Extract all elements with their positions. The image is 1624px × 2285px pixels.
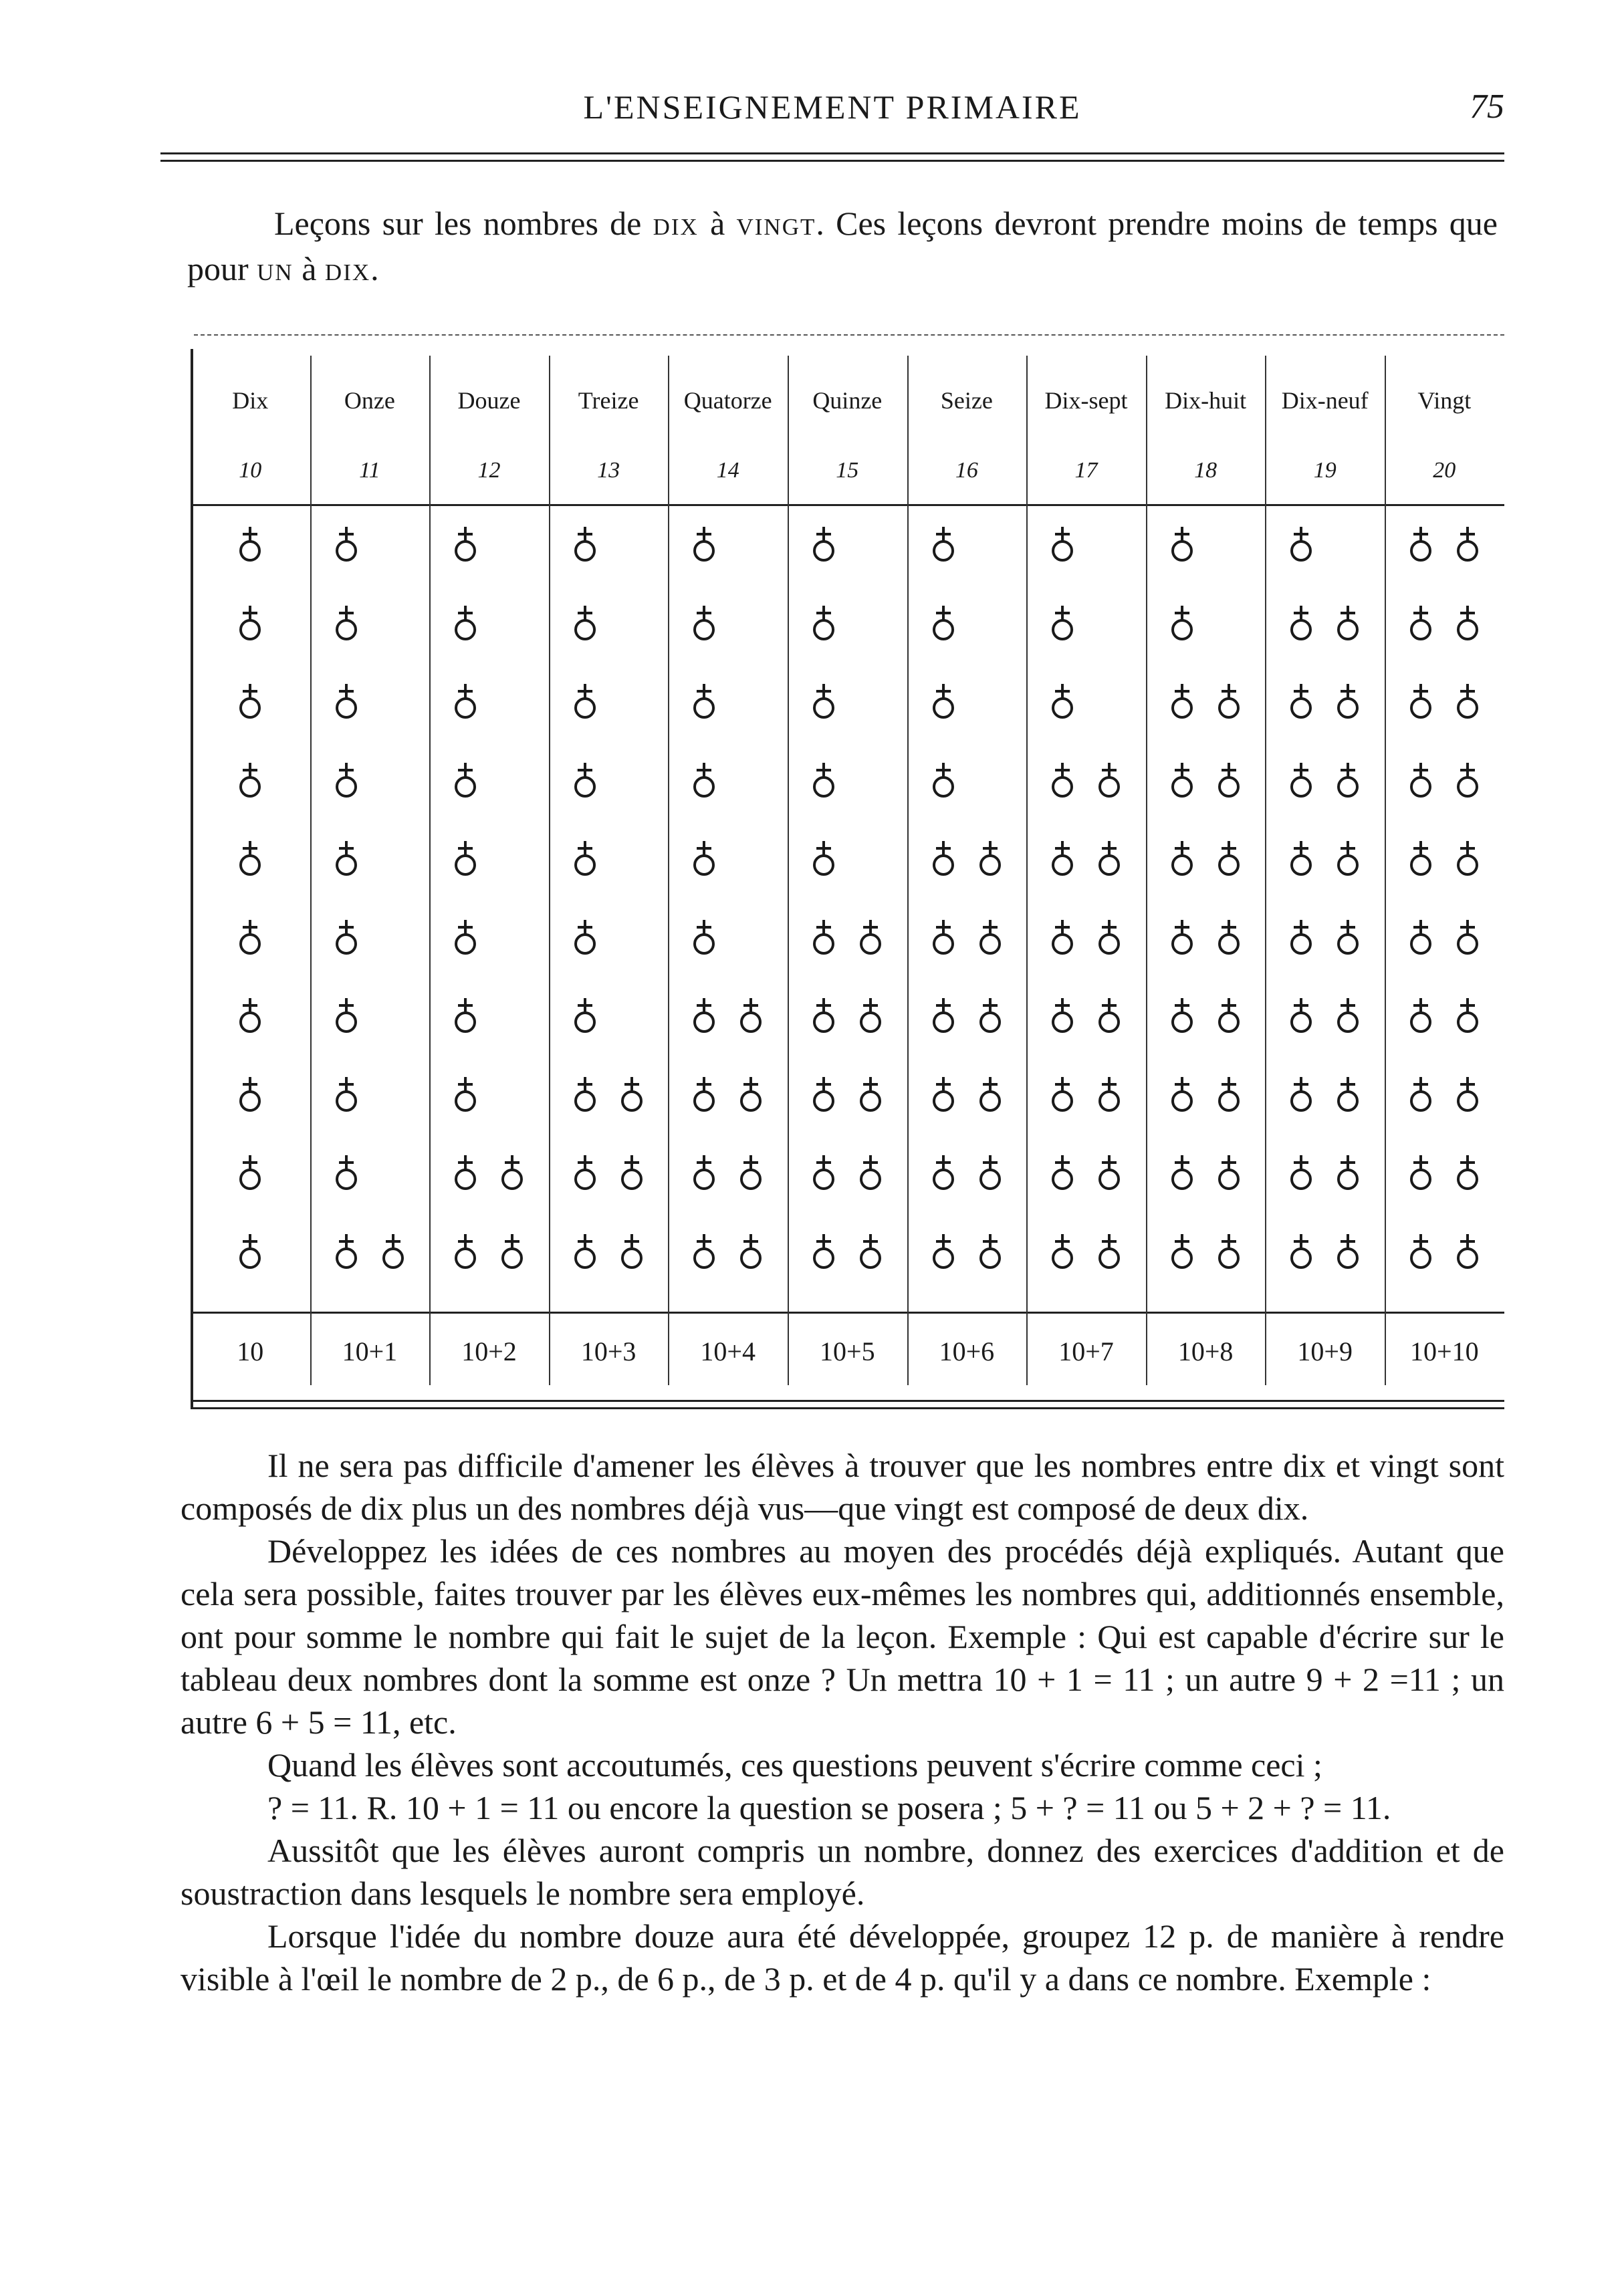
counting-token-icon: [687, 838, 721, 878]
counting-token-icon: [1330, 760, 1365, 800]
counting-token-icon: [1211, 838, 1246, 878]
counting-token-icon: [806, 760, 841, 800]
counting-token-icon: [1450, 1153, 1485, 1193]
counting-token-icon: [1092, 1074, 1127, 1114]
counting-token-icon: [973, 1074, 1008, 1114]
page-number: 75: [1470, 88, 1504, 126]
counting-token-icon: [1045, 1153, 1080, 1193]
intro-un: un: [257, 250, 294, 287]
counting-token-icon: [568, 917, 602, 957]
column-separator: [668, 356, 669, 1385]
column-name: Dix-neuf: [1281, 387, 1369, 414]
counting-token-icon: [806, 838, 841, 878]
counting-token-icon: [1403, 524, 1438, 564]
counting-token-icon: [1211, 760, 1246, 800]
counting-token-icon: [1165, 524, 1199, 564]
column-name: Seize: [940, 387, 993, 414]
counting-token-icon: [1330, 1231, 1365, 1272]
column-number: 14: [716, 458, 739, 483]
counting-token-icon: [568, 524, 602, 564]
counting-token-icon: [687, 524, 721, 564]
column-name: Quatorze: [683, 387, 772, 414]
counting-token-icon: [448, 838, 483, 878]
column-name: Douze: [457, 387, 521, 414]
counting-token-icon: [806, 1074, 841, 1114]
counting-token-icon: [329, 1074, 364, 1114]
counting-token-icon: [1092, 760, 1127, 800]
counting-token-icon: [233, 1231, 267, 1272]
column-name: Dix: [232, 387, 269, 414]
counting-token-icon: [806, 603, 841, 643]
counting-token-icon: [1403, 1153, 1438, 1193]
counting-token-icon: [448, 995, 483, 1036]
counting-token-icon: [1045, 1231, 1080, 1272]
counting-token-icon: [1165, 838, 1199, 878]
table-column-10: [191, 349, 310, 1409]
counting-token-icon: [1330, 681, 1365, 721]
counting-token-icon: [806, 1153, 841, 1193]
counting-token-icon: [1045, 1074, 1080, 1114]
counting-token-icon: [926, 838, 961, 878]
column-sum: 10: [237, 1336, 264, 1366]
counting-token-icon: [1284, 838, 1318, 878]
column-separator: [1146, 356, 1147, 1385]
counting-token-icon: [1092, 995, 1127, 1036]
column-number: 19: [1313, 458, 1337, 483]
counting-token-icon: [1403, 603, 1438, 643]
counting-token-icon: [1165, 1153, 1199, 1193]
counting-token-icon: [1330, 1153, 1365, 1193]
counting-token-icon: [853, 1074, 888, 1114]
counting-token-icon: [973, 1153, 1008, 1193]
counting-token-icon: [568, 838, 602, 878]
column-number: 16: [955, 458, 978, 483]
counting-token-icon: [687, 917, 721, 957]
counting-token-icon: [329, 681, 364, 721]
intro-text-1: Leçons sur les nombres de: [274, 205, 653, 242]
column-sum: 10+9: [1297, 1336, 1353, 1366]
counting-token-icon: [973, 995, 1008, 1036]
number-table: [191, 349, 1504, 1409]
counting-token-icon: [926, 524, 961, 564]
counting-token-icon: [1284, 1153, 1318, 1193]
counting-token-icon: [568, 995, 602, 1036]
table-column-20: [1385, 349, 1504, 1409]
counting-token-icon: [733, 1231, 768, 1272]
column-separator: [788, 356, 789, 1385]
counting-token-icon: [568, 603, 602, 643]
counting-token-icon: [1165, 1074, 1199, 1114]
counting-token-icon: [614, 1153, 649, 1193]
counting-token-icon: [1284, 917, 1318, 957]
table-column-18: [1146, 349, 1266, 1409]
column-separator: [1385, 356, 1386, 1385]
counting-token-icon: [1045, 995, 1080, 1036]
counting-token-icon: [1045, 838, 1080, 878]
counting-token-icon: [1330, 1074, 1365, 1114]
counting-token-icon: [1403, 995, 1438, 1036]
column-separator: [549, 356, 550, 1385]
counting-token-icon: [614, 1074, 649, 1114]
counting-token-icon: [568, 1231, 602, 1272]
counting-token-icon: [568, 760, 602, 800]
counting-token-icon: [973, 838, 1008, 878]
column-number: 10: [239, 458, 262, 483]
counting-token-icon: [448, 1074, 483, 1114]
column-sum: 10+6: [939, 1336, 995, 1366]
column-name: Onze: [344, 387, 395, 414]
counting-token-icon: [448, 681, 483, 721]
counting-token-icon: [926, 1074, 961, 1114]
counting-token-icon: [233, 681, 267, 721]
counting-token-icon: [806, 681, 841, 721]
counting-token-icon: [233, 760, 267, 800]
counting-token-icon: [926, 917, 961, 957]
counting-token-icon: [1211, 917, 1246, 957]
counting-token-icon: [329, 838, 364, 878]
column-number: 12: [477, 458, 501, 483]
column-number: 17: [1074, 458, 1098, 483]
column-separator: [1265, 356, 1266, 1385]
column-number: 15: [836, 458, 859, 483]
counting-token-icon: [614, 1231, 649, 1272]
paragraph-4: ? = 11. R. 10 + 1 = 11 ou encore la question se posera ; 5 + ? = 11 ou 5 + 2 + ? = 11.: [267, 1789, 1391, 1826]
counting-token-icon: [1450, 524, 1485, 564]
counting-token-icon: [806, 524, 841, 564]
counting-token-icon: [448, 917, 483, 957]
counting-token-icon: [1403, 1231, 1438, 1272]
counting-token-icon: [1450, 760, 1485, 800]
intro-paragraph: [187, 201, 1498, 291]
counting-token-icon: [568, 1153, 602, 1193]
counting-token-icon: [448, 603, 483, 643]
counting-token-icon: [233, 917, 267, 957]
paragraph-1: Il ne sera pas difficile d'amener les élèves à trouver que les nombres entre dix et vingt sont composés de dix plus un des nombres déjà vus—que vingt est composé de deux dix.: [181, 1447, 1504, 1527]
counting-token-icon: [1092, 1231, 1127, 1272]
counting-token-icon: [448, 760, 483, 800]
counting-token-icon: [687, 995, 721, 1036]
counting-token-icon: [806, 1231, 841, 1272]
counting-token-icon: [568, 1074, 602, 1114]
counting-token-icon: [853, 1231, 888, 1272]
column-name: Dix-sept: [1044, 387, 1128, 414]
counting-token-icon: [1450, 917, 1485, 957]
column-number: 18: [1194, 458, 1217, 483]
counting-token-icon: [1045, 760, 1080, 800]
header-rule: [160, 152, 1504, 162]
column-sum: 10+8: [1177, 1336, 1234, 1366]
counting-token-icon: [233, 524, 267, 564]
counting-token-icon: [733, 1153, 768, 1193]
counting-token-icon: [1450, 1074, 1485, 1114]
counting-token-icon: [329, 760, 364, 800]
counting-token-icon: [853, 917, 888, 957]
counting-token-icon: [853, 995, 888, 1036]
counting-token-icon: [329, 995, 364, 1036]
intro-vingt: vingt: [736, 205, 816, 242]
counting-token-icon: [495, 1153, 530, 1193]
counting-token-icon: [926, 1231, 961, 1272]
counting-token-icon: [1450, 995, 1485, 1036]
counting-token-icon: [1284, 1074, 1318, 1114]
intro-text-2: à: [698, 205, 737, 242]
counting-token-icon: [1403, 1074, 1438, 1114]
counting-token-icon: [1284, 603, 1318, 643]
counting-token-icon: [1330, 838, 1365, 878]
counting-token-icon: [448, 1153, 483, 1193]
counting-token-icon: [1045, 681, 1080, 721]
counting-token-icon: [926, 760, 961, 800]
column-sum: 10+3: [580, 1336, 636, 1366]
column-sum: 10+1: [342, 1336, 398, 1366]
counting-token-icon: [853, 1153, 888, 1193]
counting-token-icon: [1165, 603, 1199, 643]
column-separator: [1026, 356, 1028, 1385]
counting-token-icon: [1092, 917, 1127, 957]
counting-token-icon: [1284, 1231, 1318, 1272]
column-separator: [310, 356, 312, 1385]
counting-token-icon: [1450, 603, 1485, 643]
column-separator: [907, 356, 909, 1385]
counting-token-icon: [1211, 995, 1246, 1036]
counting-token-icon: [1284, 760, 1318, 800]
paragraph-2: Développez les idées de ces nombres au moyen des procédés déjà expliqués. Autant que cela sera possible, faites trouver par les élèves eux-mêmes les nombres qui, additionnés ensemble, ont pour somme le nombre qui fait le sujet de la leçon. Exemple : Qui est capable d'écrire sur le tableau deux nombres dont la somme est onze ? Un mettra 10 + 1 = 11 ; un autre 9 + 2 =11 ; un autre 6 + 5 = 11, etc.: [181, 1532, 1504, 1741]
running-title: L'ENSEIGNEMENT PRIMAIRE: [583, 88, 1082, 126]
column-sum: 10+10: [1410, 1336, 1479, 1366]
counting-token-icon: [973, 1231, 1008, 1272]
counting-token-icon: [1330, 603, 1365, 643]
intro-text-4: à: [293, 250, 325, 287]
counting-token-icon: [806, 995, 841, 1036]
counting-token-icon: [233, 1074, 267, 1114]
counting-token-icon: [1092, 838, 1127, 878]
counting-token-icon: [1165, 995, 1199, 1036]
counting-token-icon: [687, 603, 721, 643]
column-sum: 10+7: [1058, 1336, 1114, 1366]
counting-token-icon: [233, 995, 267, 1036]
counting-token-icon: [329, 603, 364, 643]
column-number: 11: [359, 458, 380, 483]
counting-token-icon: [733, 1074, 768, 1114]
intro-text-3: . Ces leçons devront prendre moins de temps que pour: [187, 205, 1498, 287]
intro-dix-2: dix: [324, 250, 371, 287]
body-text: [181, 1444, 1504, 2000]
intro-text-5: .: [370, 250, 379, 287]
counting-token-icon: [806, 917, 841, 957]
counting-token-icon: [448, 524, 483, 564]
table-top-rule: [194, 334, 1504, 336]
counting-token-icon: [1284, 995, 1318, 1036]
counting-token-icon: [329, 917, 364, 957]
table-column-15: [788, 349, 907, 1409]
counting-token-icon: [1092, 1153, 1127, 1193]
counting-token-icon: [973, 917, 1008, 957]
counting-token-icon: [1450, 681, 1485, 721]
counting-token-icon: [1165, 681, 1199, 721]
table-column-13: [549, 349, 669, 1409]
counting-token-icon: [1211, 681, 1246, 721]
paragraph-5: Aussitôt que les élèves auront compris un nombre, donnez des exercices d'addition et de soustraction dans lesquels le nombre sera employé.: [181, 1832, 1504, 1912]
counting-token-icon: [1045, 917, 1080, 957]
table-column-19: [1265, 349, 1385, 1409]
column-sum: 10+5: [820, 1336, 875, 1366]
column-name: Quinze: [812, 387, 883, 414]
counting-token-icon: [329, 1153, 364, 1193]
counting-token-icon: [329, 524, 364, 564]
counting-token-icon: [926, 995, 961, 1036]
counting-token-icon: [1045, 603, 1080, 643]
counting-token-icon: [1284, 681, 1318, 721]
column-sum: 10+4: [700, 1336, 756, 1366]
counting-token-icon: [1165, 1231, 1199, 1272]
counting-token-icon: [329, 1231, 364, 1272]
counting-token-icon: [1284, 524, 1318, 564]
counting-token-icon: [687, 760, 721, 800]
counting-token-icon: [926, 1153, 961, 1193]
counting-token-icon: [448, 1231, 483, 1272]
column-number: 20: [1433, 458, 1456, 483]
counting-token-icon: [733, 995, 768, 1036]
counting-token-icon: [376, 1231, 411, 1272]
column-sum: 10+2: [461, 1336, 517, 1366]
counting-token-icon: [233, 1153, 267, 1193]
table-column-12: [429, 349, 549, 1409]
counting-token-icon: [1330, 917, 1365, 957]
counting-token-icon: [495, 1231, 530, 1272]
counting-token-icon: [1403, 838, 1438, 878]
counting-token-icon: [687, 1074, 721, 1114]
counting-token-icon: [926, 603, 961, 643]
column-name: Treize: [578, 387, 639, 414]
counting-token-icon: [568, 681, 602, 721]
column-name: Dix-huit: [1165, 387, 1247, 414]
counting-token-icon: [1403, 760, 1438, 800]
counting-token-icon: [233, 603, 267, 643]
counting-token-icon: [233, 838, 267, 878]
counting-token-icon: [1450, 838, 1485, 878]
counting-token-icon: [1330, 995, 1365, 1036]
counting-token-icon: [1403, 917, 1438, 957]
running-head: [160, 80, 1504, 134]
counting-token-icon: [1450, 1231, 1485, 1272]
paragraph-3: Quand les élèves sont accoutumés, ces questions peuvent s'écrire comme ceci ;: [267, 1746, 1322, 1784]
table-column-11: [310, 349, 430, 1409]
counting-token-icon: [1403, 681, 1438, 721]
counting-token-icon: [687, 1231, 721, 1272]
column-separator: [429, 356, 431, 1385]
counting-token-icon: [1211, 1153, 1246, 1193]
counting-token-icon: [1165, 917, 1199, 957]
counting-token-icon: [926, 681, 961, 721]
column-name: Vingt: [1417, 387, 1472, 414]
paragraph-6: Lorsque l'idée du nombre douze aura été développée, groupez 12 p. de manière à rendre visible à l'œil le nombre de 2 p., de 6 p., de 3 p. et de 4 p. qu'il y a dans ce nombre. Exemple :: [181, 1917, 1504, 1998]
counting-token-icon: [1211, 1231, 1246, 1272]
intro-dix: dix: [653, 205, 699, 242]
table-column-16: [907, 349, 1027, 1409]
counting-token-icon: [1211, 1074, 1246, 1114]
counting-token-icon: [687, 1153, 721, 1193]
counting-token-icon: [1045, 524, 1080, 564]
column-number: 13: [597, 458, 620, 483]
counting-token-icon: [1165, 760, 1199, 800]
counting-token-icon: [687, 681, 721, 721]
table-column-14: [668, 349, 788, 1409]
table-column-17: [1026, 349, 1146, 1409]
